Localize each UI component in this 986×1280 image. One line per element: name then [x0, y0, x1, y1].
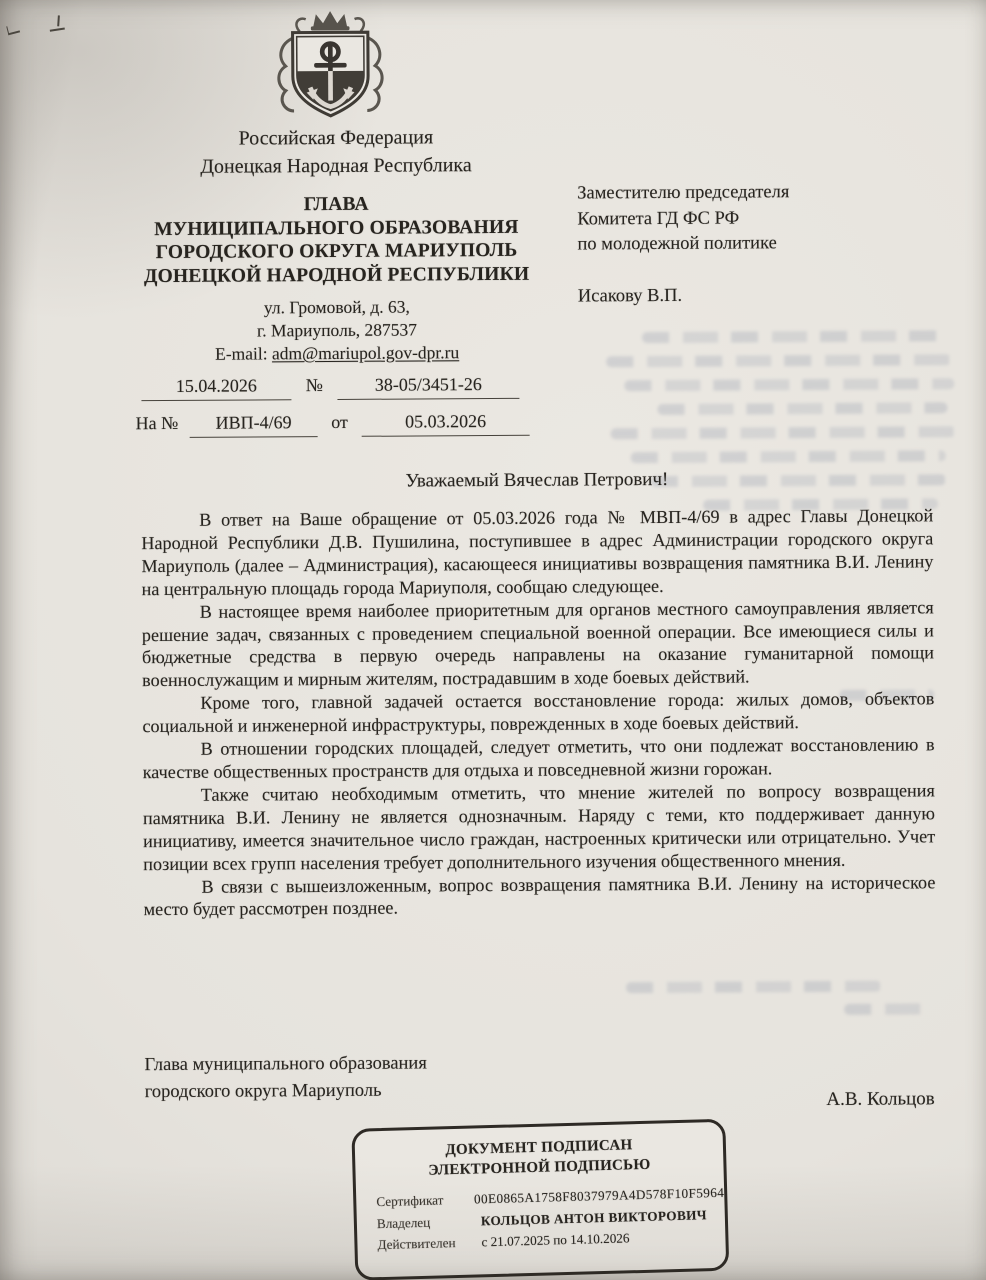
paragraph: В отношении городских площадей, следует отметить, что они подлежат восстановлению в качестве общественных пространств для отдыха и повседневной жизни горожан.	[142, 734, 935, 783]
org-line: ДОНЕЦКОЙ НАРОДНОЙ РЕСПУБЛИКИ	[143, 263, 530, 287]
owner-label: Владелец	[376, 1214, 431, 1231]
letterhead	[106, 124, 567, 367]
reference-row-incoming	[136, 409, 530, 438]
bleedthrough-line	[657, 402, 947, 415]
address-email-line	[107, 341, 567, 367]
recipient-line: Комитета ГД ФС РФ	[577, 208, 740, 229]
letter-body	[141, 504, 936, 921]
letterhead-organization	[106, 192, 567, 289]
signature-block	[144, 1047, 936, 1124]
pen-mark-icon	[48, 19, 64, 32]
stamp-title	[355, 1133, 724, 1183]
org-line: ГЛАВА	[303, 193, 369, 216]
recipient-line: по молодежной политике	[577, 233, 777, 255]
validity-value: с 21.07.2025 по 14.10.2026	[481, 1230, 630, 1250]
incoming-number: ИВП-4/69	[190, 410, 318, 438]
paragraph: В связи с вышеизложенным, вопрос возвращения памятника В.И. Ленину на историческое место будет рассмотрен позднее.	[143, 871, 936, 920]
recipient-name: Исакову В.П.	[577, 285, 683, 306]
from-label: от	[331, 411, 348, 432]
letterhead-republic: Донецкая Народная Республика	[200, 153, 472, 178]
bleedthrough-line	[624, 378, 954, 391]
recipient-line: Заместителю председателя	[577, 182, 790, 204]
outgoing-date: 15.04.2026	[141, 373, 291, 401]
coat-of-arms-icon	[266, 7, 395, 128]
paragraph: Кроме того, главной задачей остается восстановление города: жилых домов, объектов социальной и инженерной инфраструктуры, поврежденных в ходе боевых действий.	[142, 688, 935, 737]
paragraph: Также считаю необходимым отметить, что мнение жителей по вопросу возвращения памятника В.И. Ленину не является однозначным. Наряду с теми, кто поддерживает данную инициативу, имеется значительное число граждан, настроенных критически или отрицательно. Учет позиции всех групп населения требует дополнительного изучения общественного мнения.	[142, 780, 936, 874]
bleedthrough-line	[606, 354, 951, 367]
certificate-value: 00E0865A1758F8037979A4D578F10F5964	[473, 1184, 725, 1207]
certificate-label: Сертификат	[376, 1192, 444, 1210]
salutation: Уважаемый Вячеслав Петрович!	[405, 468, 669, 492]
stamp-details	[376, 1182, 726, 1256]
stamp-title-line: ДОКУМЕНТ ПОДПИСАН	[445, 1137, 633, 1159]
outgoing-number: 38-05/3451-26	[337, 372, 519, 400]
bleedthrough-line	[642, 330, 942, 343]
bleedthrough-line	[626, 981, 881, 994]
email-value: adm@mariupol.gov-dpr.ru	[271, 342, 460, 364]
incoming-date: 05.03.2026	[362, 409, 530, 437]
bleedthrough-line	[631, 450, 946, 463]
recipient-block	[577, 179, 923, 309]
bleedthrough-line	[611, 426, 956, 439]
validity-label: Действителен	[377, 1235, 456, 1253]
pen-mark-icon	[6, 24, 20, 36]
stamp-title-line: ЭЛЕКТРОННОЙ ПОДПИСЬЮ	[428, 1156, 651, 1179]
signer-name: А.В. Кольцов	[826, 1088, 935, 1110]
owner-value: КОЛЬЦОВ АНТОН ВИКТОРОВИЧ	[480, 1206, 708, 1228]
org-line: МУНИЦИПАЛЬНОГО ОБРАЗОВАНИЯ	[154, 216, 519, 240]
paragraph: В настоящее время наиболее приоритетным для органов местного самоуправления является решение задач, связанных с проведением специальной военной операции. Все имеющиеся силы и бюджетные средства в первую очередь направлены на оказание гуманитарной помощи военнослужащим и мирным жителям, пострадавшим в ходе боевых действий.	[141, 596, 935, 691]
signer-position-line: Глава муниципального образования	[144, 1053, 427, 1076]
letterhead-address	[107, 295, 567, 367]
reply-to-label: На №	[135, 412, 179, 434]
email-label: E-mail:	[215, 343, 268, 364]
org-line: ГОРОДСКОГО ОКРУГА МАРИУПОЛЬ	[155, 239, 518, 264]
paragraph: В ответ на Ваше обращение от 05.03.2026 года № МВП-4/69 в адрес Главы Донецкой Народной Республики Д.В. Пушилина, поступившее в адрес Администрации городского округа Мариуполь (далее – Администрация), касающееся инициативы возвращения памятника В.И. Ленину на центральную площадь города Мариуполя, сообщаю следующее.	[141, 505, 934, 599]
reference-block	[135, 372, 529, 438]
address-street: ул. Громовой, д. 63,	[263, 296, 410, 318]
coat-of-arms-mariupol	[266, 7, 395, 128]
reference-row-outgoing	[135, 372, 529, 401]
signer-position-line: городского округа Мариуполь	[144, 1080, 382, 1103]
number-sign: №	[305, 375, 324, 396]
e-signature-stamp	[351, 1119, 729, 1280]
letterhead-country: Российская Федерация	[238, 126, 434, 150]
address-city: г. Мариуполь, 287537	[256, 319, 418, 341]
bleedthrough-line	[844, 1003, 929, 1015]
